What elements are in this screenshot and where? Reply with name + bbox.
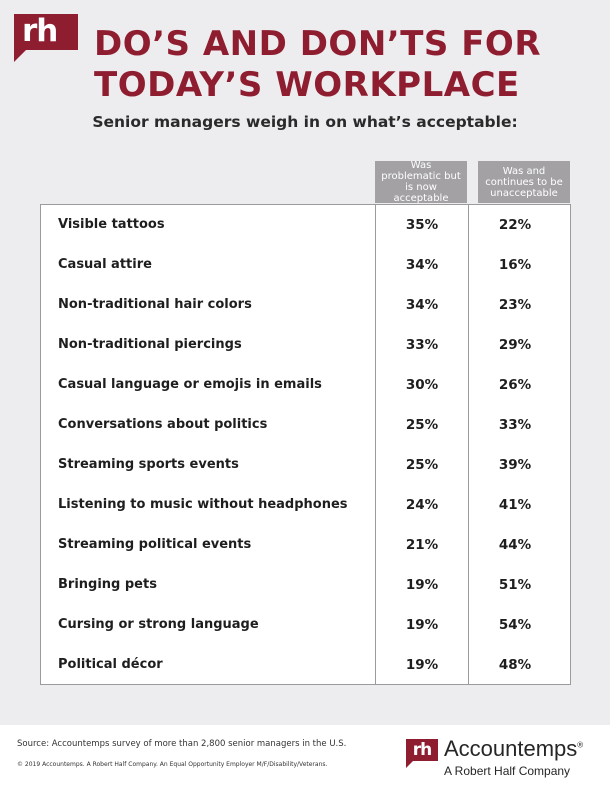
row-label: Visible tattoos (58, 217, 165, 232)
title-line-2: TODAY’S WORKPLACE (94, 65, 520, 105)
accountemps-logo-badge: rh (406, 739, 438, 761)
value-still-unacceptable: 41% (498, 497, 532, 513)
row-label: Political décor (58, 657, 163, 672)
column-header-still-unacceptable-label: Was and continues to be unacceptable (485, 165, 563, 199)
value-still-unacceptable: 48% (498, 657, 532, 673)
value-still-unacceptable: 39% (498, 457, 532, 473)
value-still-unacceptable: 16% (498, 257, 532, 273)
table-row (41, 645, 570, 685)
value-now-acceptable: 25% (405, 457, 439, 473)
rh-logo (14, 14, 78, 50)
value-still-unacceptable: 23% (498, 297, 532, 313)
value-now-acceptable: 33% (405, 337, 439, 353)
subtitle: Senior managers weigh in on what’s acceptable: (92, 113, 518, 131)
row-label: Conversations about politics (58, 417, 268, 432)
value-still-unacceptable: 29% (498, 337, 532, 353)
value-now-acceptable: 34% (405, 257, 439, 273)
source-note: Source: Accountemps survey of more than 2,800 senior managers in the U.S. (17, 739, 347, 749)
row-label: Streaming sports events (58, 457, 239, 472)
brand-name (444, 736, 583, 762)
table-row (41, 525, 570, 565)
value-now-acceptable: 19% (405, 657, 439, 673)
row-label: Non-traditional piercings (58, 337, 242, 352)
row-label: Casual language or emojis in emails (58, 377, 322, 392)
value-still-unacceptable: 44% (498, 537, 532, 553)
page-title (94, 24, 604, 106)
column-header-now-acceptable-label: Was problematic but is now acceptable (381, 160, 461, 204)
row-label: Cursing or strong language (58, 617, 259, 632)
brand-subtitle: A Robert Half Company (444, 764, 571, 778)
footer (0, 725, 610, 789)
table-row (41, 445, 570, 485)
value-still-unacceptable: 26% (498, 377, 532, 393)
value-now-acceptable: 19% (405, 577, 439, 593)
table-row (41, 365, 570, 405)
value-still-unacceptable: 33% (498, 417, 532, 433)
row-label: Bringing pets (58, 577, 157, 592)
brand-name-text: Accountemps (444, 736, 578, 761)
value-now-acceptable: 25% (405, 417, 439, 433)
column-header-now-acceptable (375, 161, 467, 203)
data-table (40, 204, 571, 685)
copyright-note: © 2019 Accountemps. A Robert Half Company. An Equal Opportunity Employer M/F/Disability/Veterans. (17, 761, 328, 768)
value-still-unacceptable: 54% (498, 617, 532, 633)
table-row (41, 205, 570, 245)
value-still-unacceptable: 22% (498, 217, 532, 233)
row-label: Casual attire (58, 257, 152, 272)
table-row (41, 565, 570, 605)
value-now-acceptable: 21% (405, 537, 439, 553)
value-still-unacceptable: 51% (498, 577, 532, 593)
value-now-acceptable: 19% (405, 617, 439, 633)
registered-mark: ® (577, 740, 584, 750)
rh-logo-mark: rh (22, 13, 58, 49)
row-label: Non-traditional hair colors (58, 297, 252, 312)
title-line-1: DO’S AND DON’TS FOR (94, 24, 542, 64)
value-now-acceptable: 30% (405, 377, 439, 393)
row-label: Streaming political events (58, 537, 252, 552)
table-row (41, 605, 570, 645)
value-now-acceptable: 24% (405, 497, 439, 513)
table-row (41, 285, 570, 325)
value-now-acceptable: 35% (405, 217, 439, 233)
row-label: Listening to music without headphones (58, 497, 348, 512)
table-row (41, 245, 570, 285)
table-row (41, 405, 570, 445)
table-row (41, 325, 570, 365)
column-header-still-unacceptable (478, 161, 570, 203)
table-row (41, 485, 570, 525)
value-now-acceptable: 34% (405, 297, 439, 313)
